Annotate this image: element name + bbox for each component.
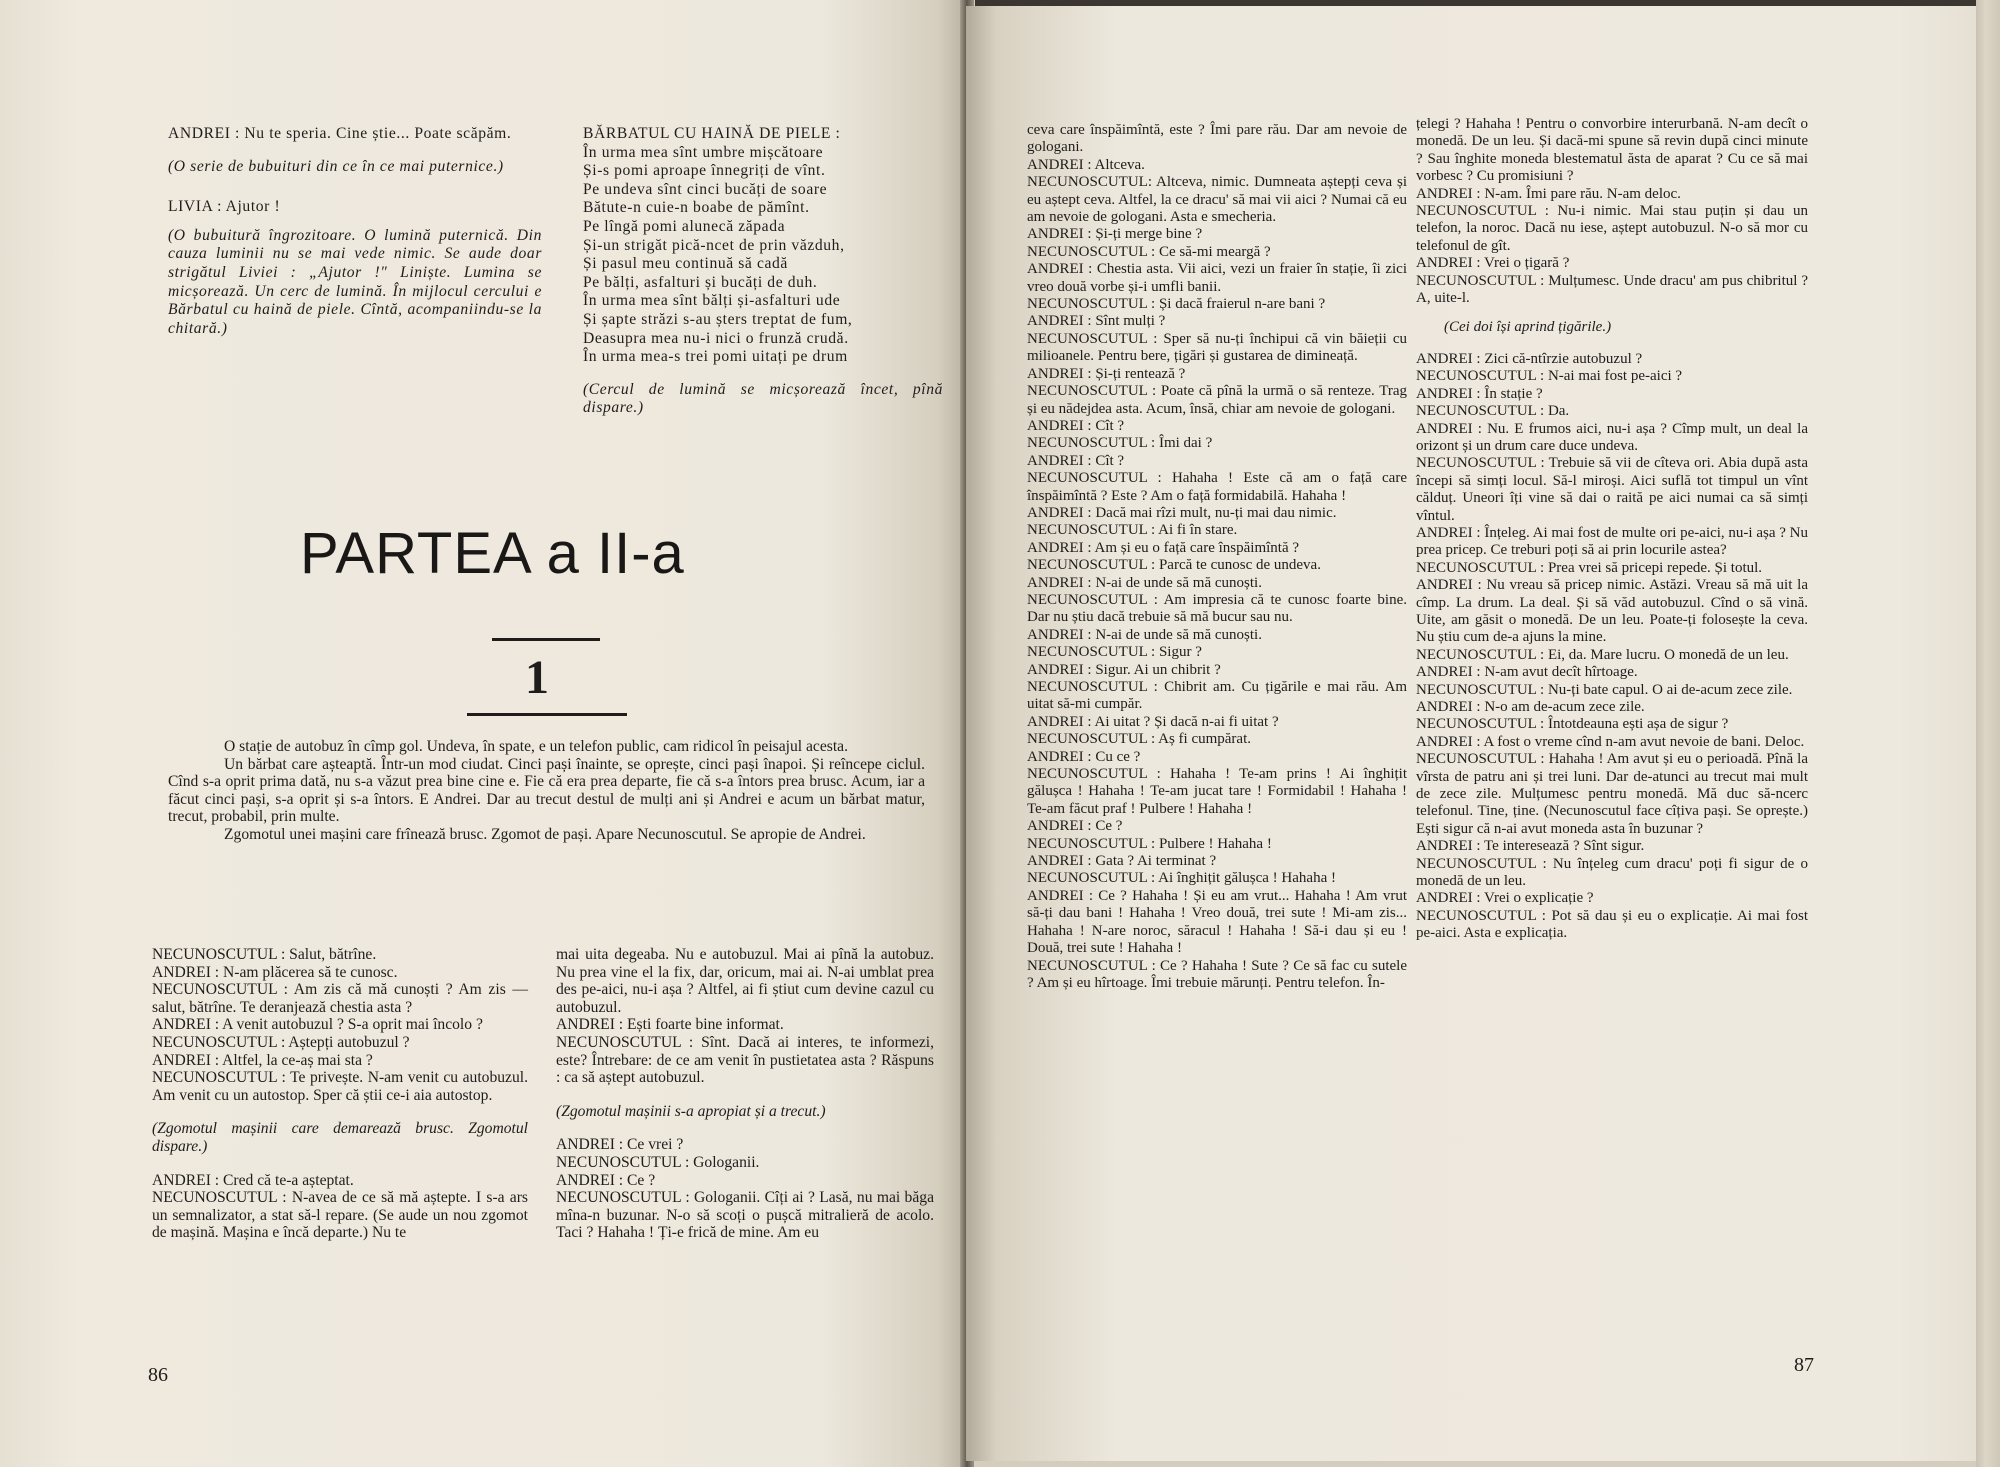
intro-paragraph: Un bărbat care așteaptă. Într-un mod ciudat. Cinci pași înainte, se oprește, cinci pași înapoi. Și reîncepe ciclul. Cînd s-a oprit prima dată, nu s-a văzut prea bine cine e. Fie că era prea departe, fie că s-a întors prea brusc. Acum, iar a făcut cinci pași, s-a oprit și s-a întors. E Andrei. Dar au trecut destul de mulți ani și Andrei e acum un bărbat matur, trecut, probabil, prin multe. xyxy=(168,755,925,825)
dialogue-line: NECUNOSCUTUL : Am zis că mă cunoști ? Am zis — salut, bătrîne. Te deranjează chestia asta ? xyxy=(152,981,528,1016)
verse-line: Bătute-n cuie-n boabe de pămînt. xyxy=(583,199,810,217)
dialogue-line: ANDREI : Zici că-ntîrzie autobuzul ? xyxy=(1416,350,1643,367)
dialogue-line: ANDREI : Nu. E frumos aici, nu-i așa ? Cîmp mult, un deal la orizont și un drum care duce undeva. xyxy=(1416,420,1808,454)
dialogue-line: ANDREI : Altceva. xyxy=(1027,156,1145,173)
verse-line: În urma mea sînt umbre mișcătoare xyxy=(583,143,824,161)
dialogue-line: ANDREI : Am și eu o față care înspăimîntă ? xyxy=(1027,539,1300,556)
dialogue-line: ANDREI : N-ai de unde să mă cunoști. xyxy=(1027,626,1262,643)
dialogue-line: ANDREI : N-ai de unde să mă cunoști. xyxy=(1027,574,1262,591)
dialogue-line: ANDREI : Gata ? Ai terminat ? xyxy=(1027,853,1217,870)
dialogue-line: NECUNOSCUTUL : Pulbere ! Hahaha ! xyxy=(1027,835,1272,852)
dialogue-line: ANDREI : Cu ce ? xyxy=(1027,748,1141,765)
stage-direction: (Cei doi își aprind țigările.) xyxy=(1444,319,1612,336)
dialogue-line: mai uita degeaba. Nu e autobuzul. Mai ai pînă la autobuz. Nu prea vine el la fix, dar, oricum, mai ai. N-ai umblat prea des pe-aici, nu-i așa ? Altfel, ai fi știut cum devine cazul cu autobuzul. xyxy=(556,946,934,1016)
dialogue-line: NECUNOSCUTUL : Ai înghițit gălușca ! Hahaha ! xyxy=(1027,870,1336,887)
left-bottom-column-2 xyxy=(556,946,934,1242)
left-bottom-column-1 xyxy=(152,946,528,1242)
heading-rule-top xyxy=(492,638,600,641)
dialogue-line: NECUNOSCUTUL : Pot să dau și eu o explicație. Ai mai fost pe-aici. Asta e explicația. xyxy=(1416,907,1808,942)
dialogue-line: ANDREI : N-o am de-acum zece zile. xyxy=(1416,699,1645,715)
dialogue-line: ANDREI : Altfel, la ce-aș mai sta ? xyxy=(152,1051,373,1069)
right-column-2 xyxy=(1416,116,1808,943)
dialogue-line: LIVIA : Ajutor ! xyxy=(168,198,281,216)
dialogue-line: ANDREI : A fost o vreme cînd n-am avut nevoie de bani. Deloc. xyxy=(1416,733,1805,750)
verse-line: În urma mea sînt bălți și-asfalturi ude xyxy=(583,292,841,310)
dialogue-line: NECUNOSCUTUL : Întotdeauna ești așa de sigur ? xyxy=(1416,716,1729,733)
verse-line: Și pasul meu continuă să cadă xyxy=(583,255,788,273)
dialogue-line: ANDREI : Cît ? xyxy=(1027,417,1125,434)
dialogue-line: NECUNOSCUTUL : Sper să nu-ți închipui că vin băieții cu milioanele. Pentru bere, țigări și gustarea de dimineață. xyxy=(1027,330,1407,365)
dialogue-line: ANDREI : Cît ? xyxy=(1027,452,1125,469)
dialogue-line: ANDREI : Dacă mai rîzi mult, nu-ți mai dau nimic. xyxy=(1027,504,1337,521)
right-page xyxy=(966,6,1976,1461)
dialogue-line: ANDREI : Vrei o țigară ? xyxy=(1416,255,1570,272)
dialogue-line: NECUNOSCUTUL : Prea vrei să pricepi repede. Și totul. xyxy=(1416,559,1763,576)
verse-line: Și șapte străzi s-au șters treptat de fum, xyxy=(583,310,853,328)
dialogue-line: NECUNOSCUTUL : Da. xyxy=(1416,403,1570,420)
dialogue-line: NECUNOSCUTUL : Ai fi în stare. xyxy=(1027,522,1238,539)
dialogue-line: NECUNOSCUTUL : Te privește. N-am venit cu autobuzul. Am venit cu un autostop. Sper că știi ce-i aia autostop. xyxy=(152,1069,528,1104)
page-number-left: 86 xyxy=(148,1364,168,1386)
dialogue-line: NECUNOSCUTUL : N-ai mai fost pe-aici ? xyxy=(1416,368,1683,385)
left-top-column-2 xyxy=(583,125,943,418)
dialogue-line: NECUNOSCUTUL : Îmi dai ? xyxy=(1027,435,1213,452)
verse-line: În urma mea-s trei pomi uitați pe drum xyxy=(583,348,848,366)
page-number-right: 87 xyxy=(1794,1354,1814,1376)
dialogue-line: ANDREI : Ai uitat ? Și dacă n-ai fi uitat ? xyxy=(1027,713,1279,730)
dialogue-line: ANDREI : Vrei o explicație ? xyxy=(1416,890,1594,907)
verse-line: Pe undeva sînt cinci bucăți de soare xyxy=(583,180,828,198)
heading-rule-bottom xyxy=(467,713,627,716)
intro-paragraph: Zgomotul unei mașini care frînează brusc. Zgomot de pași. Apare Necunoscutul. Se apropie de Andrei. xyxy=(224,825,866,843)
dialogue-line: NECUNOSCUTUL : Ce să-mi meargă ? xyxy=(1027,243,1271,260)
part-heading: PARTEA a II-a xyxy=(300,521,685,586)
dialogue-line: ANDREI : Chestia asta. Vii aici, vezi un fraier în stație, îi zici vreo două vorbe și-i umfli banii. xyxy=(1027,261,1407,295)
dialogue-line: NECUNOSCUTUL : Hahaha ! Te-am prins ! Ai înghițit gălușca ! Hahaha ! Te-am jucat tare ! Formidabil ! Hahaha ! Te-am făcut praf ! Pulbere ! Hahaha ! xyxy=(1027,766,1407,817)
dialogue-line: NECUNOSCUTUL: Altceva, nimic. Dumneata aștepți ceva și eu aștept ceva. Altfel, la ce dracu' să mai vii aici ? Numai că eu am nevoie de gologani. Asta e smecheria. xyxy=(1027,174,1407,226)
dialogue-line: ANDREI : În stație ? xyxy=(1416,385,1543,402)
verse-line: Și-un strigăt pică-ncet de prin văzduh, xyxy=(583,236,845,254)
dialogue-line: ANDREI : Nu te speria. Cine știe... Poate scăpăm. xyxy=(168,125,512,142)
dialogue-line: NECUNOSCUTUL : Gologanii. Cîți ai ? Lasă, nu mai băga mîna-n buzunar. N-o să scoți o pușcă mitralieră de acolo. Taci ? Hahaha ! Ți-e frică de mine. Am eu xyxy=(556,1189,934,1242)
intro-paragraph: O stație de autobuz în cîmp gol. Undeva, în spate, e un telefon public, cam ridicol în peisajul acesta. xyxy=(224,738,848,755)
right-column-1 xyxy=(1027,122,1407,992)
dialogue-line: NECUNOSCUTUL : Sigur ? xyxy=(1027,644,1202,661)
stage-direction: (Cercul de lumină se micșorează încet, pînă dispare.) xyxy=(583,380,943,417)
verse-line: Și-s pomi aproape înnegriți de vînt. xyxy=(583,162,826,180)
dialogue-line: ANDREI : Înțeleg. Ai mai fost de multe ori pe-aici, nu-i așa ? Nu prea pricep. Ce treburi poți să ai prin locurile astea? xyxy=(1416,524,1808,559)
dialogue-line: NECUNOSCUTUL : Și dacă fraierul n-are bani ? xyxy=(1027,296,1326,313)
dialogue-line: ANDREI : Ce ? xyxy=(556,1171,656,1189)
dialogue-line: NECUNOSCUTUL : Nu-i nimic. Mai stau puțin și dau un telefon, la noroc. Dacă nu iese, aștept autobuzul. N-o să mor cu telefonul de gît. xyxy=(1416,203,1808,254)
dialogue-line: NECUNOSCUTUL : Gologanii. xyxy=(556,1153,760,1171)
dialogue-line: NECUNOSCUTUL : Ei, da. Mare lucru. O monedă de un leu. xyxy=(1416,646,1789,663)
dialogue-line: NECUNOSCUTUL : Hahaha ! Am avut și eu o perioadă. Pînă la vîrsta de patru ani și trei luni. Dar de-atunci au trecut mai mult de zece zile. Mulțumesc pentru monedă. Mă duc să-ncerc telefonul. Tine, ține. (Necunoscutul face cîțiva pași. Se oprește.) Ești sigur că n-ai avut moneda asta în buzunar ? xyxy=(1416,751,1808,837)
dialogue-line: NECUNOSCUTUL : N-avea de ce să mă aștepte. I s-a ars un semnalizator, a stat să-l repare. (Se aude un nou zgomot de mașină. Mașina e încă departe.) Nu te xyxy=(152,1189,528,1242)
dialogue-line: ANDREI : A venit autobuzul ? S-a oprit mai încolo ? xyxy=(152,1016,483,1034)
dialogue-line: ANDREI : N-am. Îmi pare rău. N-am deloc. xyxy=(1416,185,1681,202)
dialogue-line: ceva care înspăimîntă, este ? Îmi pare rău. Dar am nevoie de gologani. xyxy=(1027,122,1407,156)
dialogue-line: ANDREI : Ce vrei ? xyxy=(556,1136,684,1154)
dialogue-line: ANDREI : Sigur. Ai un chibrit ? xyxy=(1027,661,1221,678)
dialogue-line: țelegi ? Hahaha ! Pentru o convorbire interurbană. N-am decît o monedă. De un leu. Și dacă-mi spune să revin după cinci minute ? Sau înghite moneda blestematul ăsta de aparat ? Cu ce să mai vorbesc ? Cu promisiuni ? xyxy=(1416,116,1808,185)
dialogue-line: ANDREI : Cred că te-a așteptat. xyxy=(152,1171,354,1189)
stage-direction: (Zgomotul mașinii s-a apropiat și a trecut.) xyxy=(556,1102,826,1120)
dialogue-line: NECUNOSCUTUL : Nu-ți bate capul. O ai de-acum zece zile. xyxy=(1416,681,1793,698)
verse-line: Deasupra mea nu-i nici o frunză crudă. xyxy=(583,329,849,347)
book-page-edges xyxy=(1976,0,2000,1467)
dialogue-line: NECUNOSCUTUL : Nu înțeleg cum dracu' poți fi sigur de o monedă de un leu. xyxy=(1416,855,1808,890)
dialogue-line: NECUNOSCUTUL : Mulțumesc. Unde dracu' am pus chibritul ? A, uite-l. xyxy=(1416,272,1808,307)
dialogue-line: ANDREI : Te interesează ? Sînt sigur. xyxy=(1416,838,1645,855)
dialogue-line: ANDREI : Și-ți merge bine ? xyxy=(1027,226,1203,243)
verse-line: Pe lîngă pomi alunecă zăpada xyxy=(583,217,786,235)
dialogue-line: NECUNOSCUTUL : Aș fi cumpărat. xyxy=(1027,731,1252,748)
stage-direction: (Zgomotul mașinii care demarează brusc. Zgomotul dispare.) xyxy=(152,1120,528,1155)
dialogue-line: NECUNOSCUTUL : Am impresia că te cunosc foarte bine. Dar nu știu dacă trebuie să mă bucur sau nu. xyxy=(1027,591,1407,626)
dialogue-line: NECUNOSCUTUL : Salut, bătrîne. xyxy=(152,946,377,963)
dialogue-line: ANDREI : Ești foarte bine informat. xyxy=(556,1016,784,1034)
dialogue-line: ANDREI : N-am plăcerea să te cunosc. xyxy=(152,963,398,981)
dialogue-line: NECUNOSCUTUL : Parcă te cunosc de undeva. xyxy=(1027,557,1321,574)
verse-line: Pe bălți, asfalturi și bucăți de duh. xyxy=(583,273,818,291)
dialogue-line: NECUNOSCUTUL : Trebuie să vii de cîteva ori. Abia după asta începi să simți locul. Să-l miroși. Aici suflă tot timpul un vînt călduț. Uneori îți vine să dai o raită pe aici numai ca să simți vîntul. xyxy=(1416,455,1808,524)
stage-direction: (O bubuitură îngrozitoare. O lumină puternică. Din cauza luminii nu se mai vede nimic. Se aude doar strigătul Liviei : „Ajutor !" Liniște. Lumina se micșorează. Un cerc de lumină. În mijlocul cercului e Bărbatul cu haină de piele. Cîntă, acompaniindu-se la chitară.) xyxy=(168,226,542,337)
dialogue-line: NECUNOSCUTUL : Hahaha ! Este că am o față care înspăimîntă ? Este ? Am o față formidabilă. Hahaha ! xyxy=(1027,470,1407,504)
dialogue-line: NECUNOSCUTUL : Sînt. Dacă ai interes, te informezi, este? Întrebare: de ce am venit în pustietatea asta ? Răspuns : ca să aștept autobuzul. xyxy=(556,1033,934,1087)
dialogue-line: ANDREI : Nu vreau să pricep nimic. Astăzi. Vreau să mă uit la cîmp. La drum. La deal. Și să văd autobuzul. Cînd o să vină. Uite, am găsit o monedă. De un leu. Poate-ți folosește la ceva. Nu știu cum de-a ajuns la mine. xyxy=(1416,577,1808,646)
dialogue-line: NECUNOSCUTUL : Ce ? Hahaha ! Sute ? Ce să fac cu sutele ? Am și eu hîrtoage. Îmi trebuie mărunți. Pentru telefon. În- xyxy=(1027,957,1407,991)
left-top-column-1 xyxy=(168,125,542,338)
left-page xyxy=(0,0,966,1467)
dialogue-line: ANDREI : Ce ? Hahaha ! Și eu am vrut... Hahaha ! Am vrut să-ți dau bani ! Hahaha ! Vreo două, trei sute ! Mi-am zis... Hahaha ! N-are noroc, săracul ! Hahaha ! Să-i dau și eu ! Două, trei sute ! Hahaha ! xyxy=(1027,887,1407,957)
dialogue-line: NECUNOSCUTUL : Aștepți autobuzul ? xyxy=(152,1033,410,1051)
act-number: 1 xyxy=(525,651,549,704)
speaker-name: BĂRBATUL CU HAINĂ DE PIELE : xyxy=(583,125,841,142)
dialogue-line: ANDREI : Ce ? xyxy=(1027,818,1123,835)
dialogue-line: NECUNOSCUTUL : Poate că pînă la urmă o să renteze. Trag și eu nădejdea asta. Acum, însă, chiar am nevoie de gologani. xyxy=(1027,383,1407,417)
stage-direction: (O serie de bubuituri din ce în ce mai puternice.) xyxy=(168,157,504,175)
dialogue-line: ANDREI : Sînt mulți ? xyxy=(1027,313,1166,330)
dialogue-line: ANDREI : Și-ți rentează ? xyxy=(1027,365,1186,382)
stage-intro xyxy=(168,738,925,843)
dialogue-line: ANDREI : N-am avut decît hîrtoage. xyxy=(1416,664,1638,681)
dialogue-line: NECUNOSCUTUL : Chibrit am. Cu țigările e mai rău. Am uitat să-mi cumpăr. xyxy=(1027,679,1407,713)
